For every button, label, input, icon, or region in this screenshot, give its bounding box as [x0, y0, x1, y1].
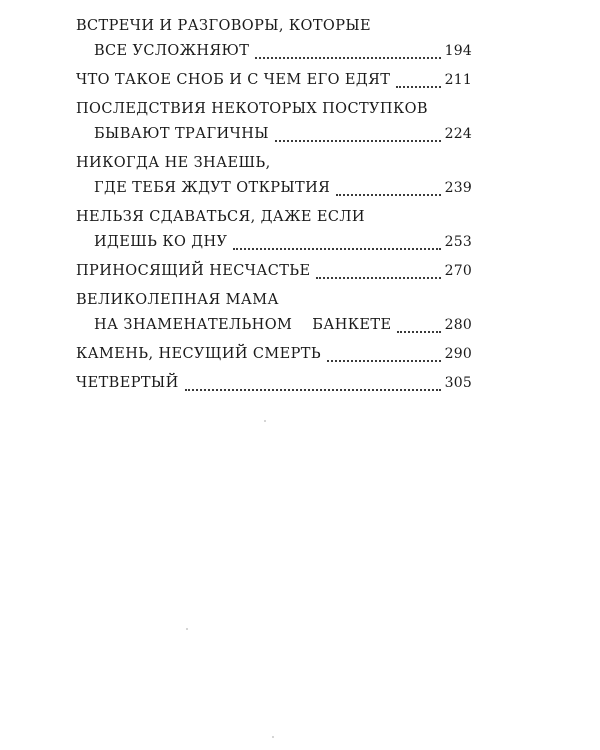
toc-entry-title-line: НЕЛЬЗЯ СДАВАТЬСЯ, ДАЖЕ ЕСЛИ: [76, 209, 365, 225]
dot-leader: [255, 57, 440, 59]
toc-page-number: 224: [444, 126, 472, 142]
table-of-contents: [76, 14, 472, 400]
toc-entry: [76, 97, 472, 147]
toc-page-number: 270: [444, 263, 472, 279]
toc-entry-title-line: НА ЗНАМЕНАТЕЛЬНОМ БАНКЕТЕ: [94, 317, 392, 333]
toc-page-number: 290: [444, 346, 472, 362]
toc-entry: [76, 68, 472, 93]
toc-entry: [76, 342, 472, 367]
toc-entry-title-line: ГДЕ ТЕБЯ ЖДУТ ОТКРЫТИЯ: [94, 180, 331, 196]
toc-entry: [76, 205, 472, 255]
toc-page-number: 211: [444, 72, 472, 88]
toc-entry-title-line: ВСТРЕЧИ И РАЗГОВОРЫ, КОТОРЫЕ: [76, 18, 371, 34]
toc-entry-title-line: ПОСЛЕДСТВИЯ НЕКОТОРЫХ ПОСТУПКОВ: [76, 101, 428, 117]
toc-entry-title-line: ЧТО ТАКОЕ СНОБ И С ЧЕМ ЕГО ЕДЯТ: [76, 72, 391, 88]
dot-leader: [316, 277, 440, 279]
dot-leader: [327, 360, 441, 362]
toc-page-number: 239: [444, 180, 472, 196]
toc-entry: [76, 151, 472, 201]
paper-speck: [272, 736, 274, 738]
dot-leader: [336, 194, 440, 196]
toc-entry-title-line: НИКОГДА НЕ ЗНАЕШЬ,: [76, 155, 271, 171]
toc-entry-title-line: ЧЕТВЕРТЫЙ: [76, 375, 179, 391]
toc-entry: [76, 288, 472, 338]
toc-page-number: 194: [444, 43, 472, 59]
toc-page-number: 280: [444, 317, 472, 333]
toc-page-number: 253: [444, 234, 472, 250]
toc-entry-title-line: БЫВАЮТ ТРАГИЧНЫ: [94, 126, 269, 142]
toc-entry-title-line: ПРИНОСЯЩИЙ НЕСЧАСТЬЕ: [76, 263, 311, 279]
toc-page-number: 305: [444, 375, 472, 391]
dot-leader: [275, 140, 441, 142]
toc-entry-title-line: КАМЕНЬ, НЕСУЩИЙ СМЕРТЬ: [76, 346, 322, 362]
toc-entry-title-line: ВЕЛИКОЛЕПНАЯ МАМА: [76, 292, 279, 308]
toc-entry-title-line: ИДЕШЬ КО ДНУ: [94, 234, 228, 250]
dot-leader: [397, 331, 440, 333]
paper-speck: [186, 628, 188, 630]
toc-entry-title-line: ВСЕ УСЛОЖНЯЮТ: [94, 43, 250, 59]
dot-leader: [396, 86, 440, 88]
toc-entry: [76, 371, 472, 396]
toc-entry: [76, 259, 472, 284]
dot-leader: [233, 248, 440, 250]
toc-entry: [76, 14, 472, 64]
dot-leader: [185, 389, 441, 391]
paper-speck: [264, 420, 266, 422]
